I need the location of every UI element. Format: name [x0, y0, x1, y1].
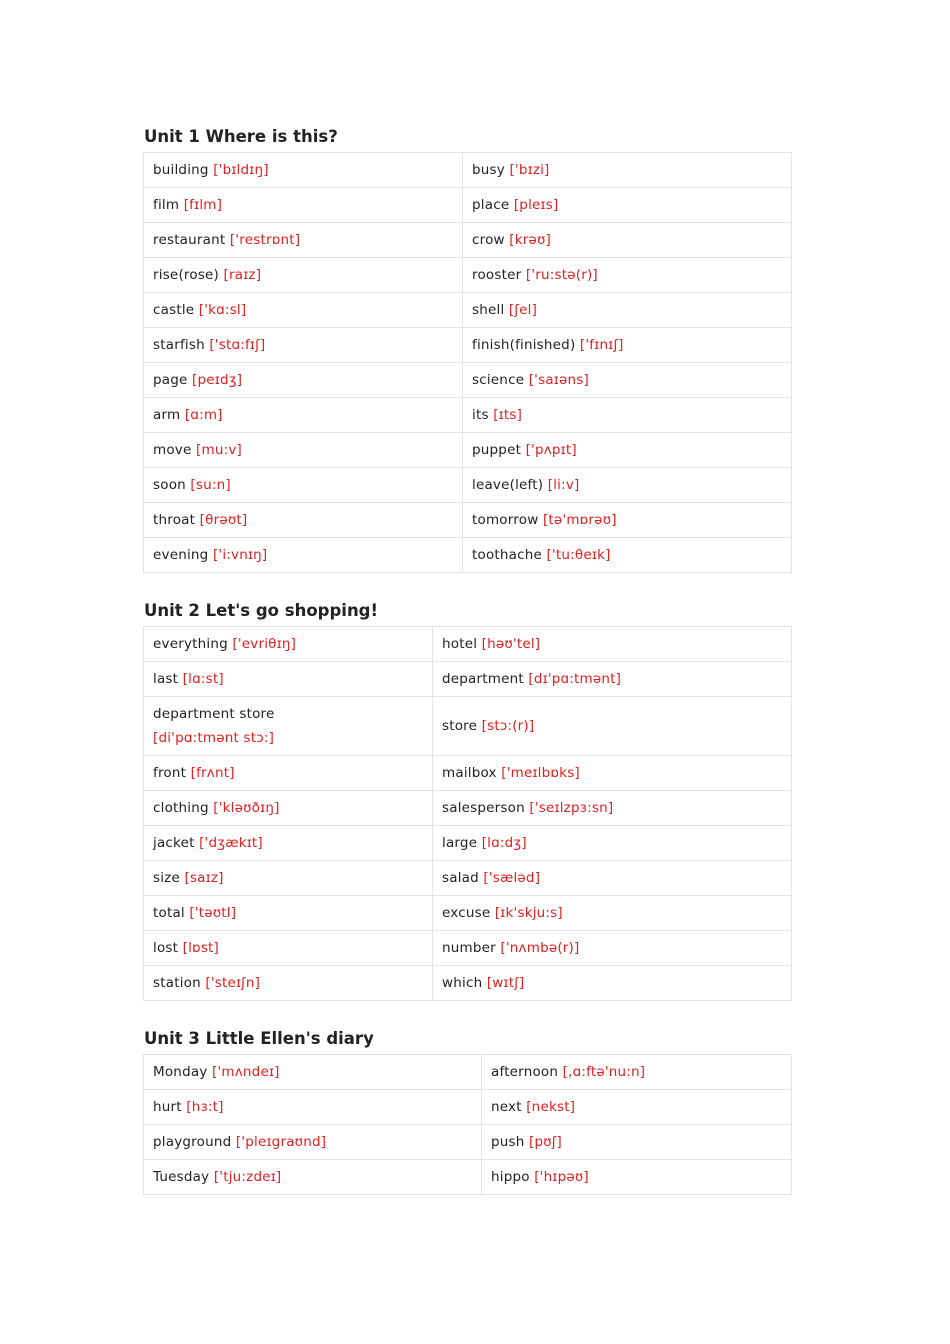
- vocab-phonetic: [stɔ:(r)]: [481, 718, 535, 734]
- vocab-phonetic: ['kləʊðɪŋ]: [213, 800, 280, 816]
- vocab-phonetic: ['restrɒnt]: [229, 232, 301, 248]
- vocab-phonetic: ['steɪʃn]: [205, 975, 261, 991]
- table-row: [144, 433, 792, 468]
- unit-title: Unit 1 Where is this?: [144, 127, 338, 146]
- vocab-phonetic: [pʊʃ]: [529, 1134, 562, 1150]
- vocab-phonetic: ['nʌmbə(r)]: [500, 940, 580, 956]
- vocab-phonetic: [nekst]: [526, 1099, 576, 1115]
- vocab-word: department store: [153, 706, 275, 722]
- vocab-cell: [144, 931, 433, 966]
- vocab-word: department: [442, 671, 524, 687]
- vocab-cell: [144, 433, 463, 468]
- vocab-cell: [463, 293, 792, 328]
- vocab-word: hurt: [153, 1099, 182, 1115]
- table-row: [144, 1125, 792, 1160]
- vocab-cell: [144, 1055, 482, 1090]
- vocab-word: its: [472, 407, 489, 423]
- vocab-phonetic: [dɪ'pɑ:tmənt]: [528, 671, 622, 687]
- unit-title: Unit 2 Let's go shopping!: [144, 601, 379, 620]
- vocab-cell: [144, 826, 433, 861]
- vocab-word: shell: [472, 302, 505, 318]
- vocab-cell: [433, 756, 792, 791]
- vocab-table: [143, 626, 792, 1001]
- vocab-word: castle: [153, 302, 195, 318]
- vocab-phonetic: ['evriθɪŋ]: [232, 636, 297, 652]
- vocab-phonetic: [fɪlm]: [183, 197, 223, 213]
- vocab-phonetic: ['pleɪgraʊnd]: [235, 1134, 327, 1150]
- vocab-phonetic: ['fɪnɪʃ]: [579, 337, 624, 353]
- vocab-word: station: [153, 975, 201, 991]
- vocab-cell: [144, 861, 433, 896]
- vocab-word: last: [153, 671, 179, 687]
- vocab-cell: [463, 503, 792, 538]
- vocab-cell: [433, 931, 792, 966]
- vocab-word: restaurant: [153, 232, 226, 248]
- table-row: [144, 931, 792, 966]
- vocab-word: salesperson: [442, 800, 525, 816]
- vocab-word: hippo: [491, 1169, 530, 1185]
- vocab-cell: [482, 1125, 792, 1160]
- vocab-word: clothing: [153, 800, 209, 816]
- vocab-cell: [144, 223, 463, 258]
- vocab-phonetic: ['hɪpəʊ]: [534, 1169, 589, 1185]
- vocab-phonetic: ['sæləd]: [483, 870, 541, 886]
- table-row: [144, 826, 792, 861]
- vocab-word: rooster: [472, 267, 522, 283]
- vocab-word: building: [153, 162, 209, 178]
- vocab-word: playground: [153, 1134, 232, 1150]
- vocab-word: soon: [153, 477, 186, 493]
- vocab-phonetic: ['dʒækɪt]: [199, 835, 263, 851]
- vocab-cell: [433, 966, 792, 1001]
- vocab-phonetic: [lɒst]: [182, 940, 220, 956]
- vocab-cell: [144, 1125, 482, 1160]
- vocab-phonetic: ['mʌndeɪ]: [212, 1064, 280, 1080]
- vocab-word: size: [153, 870, 180, 886]
- vocab-phonetic: [lɑ:st]: [182, 671, 224, 687]
- vocab-cell: [433, 826, 792, 861]
- vocab-word: number: [442, 940, 496, 956]
- vocab-phonetic: ['meɪlbɒks]: [501, 765, 580, 781]
- vocab-phonetic: [raɪz]: [223, 267, 262, 283]
- vocab-cell: [144, 188, 463, 223]
- vocab-cell: [144, 791, 433, 826]
- vocab-phonetic: ['stɑ:fɪʃ]: [209, 337, 266, 353]
- vocab-word: move: [153, 442, 192, 458]
- vocab-cell: [144, 328, 463, 363]
- vocab-cell: [144, 697, 433, 756]
- vocab-phonetic: ['pʌpɪt]: [525, 442, 577, 458]
- table-row: [144, 363, 792, 398]
- vocab-cell: [482, 1160, 792, 1195]
- vocab-cell: [144, 503, 463, 538]
- vocab-cell: [463, 258, 792, 293]
- vocab-word: lost: [153, 940, 179, 956]
- vocab-phonetic: [ɑ:m]: [184, 407, 223, 423]
- vocab-cell: [463, 223, 792, 258]
- vocab-word: busy: [472, 162, 505, 178]
- vocab-phonetic: [peɪdʒ]: [192, 372, 243, 388]
- table-row: [144, 328, 792, 363]
- vocab-cell: [144, 662, 433, 697]
- vocab-cell: [433, 791, 792, 826]
- vocab-word: tomorrow: [472, 512, 539, 528]
- vocab-cell: [482, 1090, 792, 1125]
- vocab-phonetic: [di'pɑ:tmənt stɔ:]: [153, 730, 275, 746]
- vocab-word: crow: [472, 232, 505, 248]
- vocab-word: afternoon: [491, 1064, 559, 1080]
- table-row: [144, 153, 792, 188]
- vocab-cell: [463, 398, 792, 433]
- vocab-cell: [433, 662, 792, 697]
- vocab-cell: [433, 896, 792, 931]
- vocab-cell: [144, 756, 433, 791]
- vocab-word: salad: [442, 870, 479, 886]
- table-row: [144, 1090, 792, 1125]
- vocab-cell: [144, 153, 463, 188]
- vocab-cell: [463, 153, 792, 188]
- vocab-word: large: [442, 835, 478, 851]
- table-row: [144, 293, 792, 328]
- vocab-cell: [463, 433, 792, 468]
- vocab-phonetic: ['bɪldɪŋ]: [213, 162, 269, 178]
- vocab-phonetic: [,ɑ:ftə'nu:n]: [562, 1064, 646, 1080]
- vocab-word: place: [472, 197, 510, 213]
- vocab-cell: [433, 861, 792, 896]
- unit-title: Unit 3 Little Ellen's diary: [144, 1029, 374, 1048]
- vocab-cell: [144, 468, 463, 503]
- vocab-word: which: [442, 975, 483, 991]
- vocab-word: evening: [153, 547, 209, 563]
- vocab-phonetic: ['saɪəns]: [528, 372, 589, 388]
- table-row: [144, 468, 792, 503]
- table-row: [144, 398, 792, 433]
- vocab-cell: [482, 1055, 792, 1090]
- vocab-phonetic: ['tu:θeɪk]: [546, 547, 611, 563]
- vocab-word: page: [153, 372, 188, 388]
- vocab-phonetic: ['təʊtl]: [189, 905, 237, 921]
- vocab-word: puppet: [472, 442, 522, 458]
- table-row: [144, 1055, 792, 1090]
- vocab-cell: [463, 363, 792, 398]
- vocab-cell: [144, 1160, 482, 1195]
- vocab-word: Monday: [153, 1064, 208, 1080]
- vocab-phonetic: ['seɪlzpɜ:sn]: [529, 800, 614, 816]
- vocab-phonetic: [hɜ:t]: [186, 1099, 224, 1115]
- table-row: [144, 258, 792, 293]
- vocab-phonetic: [tə'mɒrəʊ]: [542, 512, 617, 528]
- vocab-cell: [463, 188, 792, 223]
- vocab-phonetic: [saɪz]: [184, 870, 224, 886]
- vocab-cell: [433, 697, 792, 756]
- vocab-word: film: [153, 197, 180, 213]
- vocab-word: total: [153, 905, 185, 921]
- vocab-word: science: [472, 372, 525, 388]
- vocab-word: everything: [153, 636, 228, 652]
- unit-1: [143, 126, 792, 573]
- vocab-phonetic: [lɑ:dʒ]: [481, 835, 527, 851]
- vocab-phonetic: ['i:vnɪŋ]: [212, 547, 268, 563]
- table-row: [144, 791, 792, 826]
- vocab-phonetic: [su:n]: [190, 477, 231, 493]
- vocab-phonetic: ['ru:stə(r)]: [525, 267, 598, 283]
- vocab-cell: [433, 627, 792, 662]
- vocab-word: mailbox: [442, 765, 497, 781]
- vocab-word: jacket: [153, 835, 195, 851]
- vocab-cell: [463, 468, 792, 503]
- vocab-word: arm: [153, 407, 181, 423]
- vocab-phonetic: [frʌnt]: [190, 765, 235, 781]
- vocab-word: throat: [153, 512, 196, 528]
- vocab-table: [143, 1054, 792, 1195]
- unit-3: [143, 1028, 792, 1195]
- vocab-cell: [463, 538, 792, 573]
- vocab-phonetic: [ɪk'skju:s]: [494, 905, 563, 921]
- vocab-cell: [144, 398, 463, 433]
- vocab-word: leave(left): [472, 477, 544, 493]
- table-row: [144, 188, 792, 223]
- vocab-cell: [144, 538, 463, 573]
- table-row: [144, 223, 792, 258]
- vocab-word: front: [153, 765, 187, 781]
- vocab-cell: [144, 258, 463, 293]
- vocab-word: store: [442, 718, 478, 734]
- vocab-cell: [144, 293, 463, 328]
- vocab-word: excuse: [442, 905, 491, 921]
- vocab-cell: [144, 1090, 482, 1125]
- table-row: [144, 861, 792, 896]
- table-row: [144, 503, 792, 538]
- vocab-word: rise(rose): [153, 267, 220, 283]
- vocab-phonetic: [li:v]: [547, 477, 580, 493]
- table-row: [144, 697, 792, 756]
- unit-2: [143, 600, 792, 1001]
- table-row: [144, 1160, 792, 1195]
- vocab-cell: [144, 627, 433, 662]
- vocab-phonetic: ['kɑ:sl]: [198, 302, 247, 318]
- vocab-phonetic: [mu:v]: [196, 442, 242, 458]
- vocab-cell: [144, 363, 463, 398]
- vocab-phonetic: [həʊ'tel]: [481, 636, 541, 652]
- vocab-phonetic: [ɪts]: [493, 407, 523, 423]
- table-row: [144, 538, 792, 573]
- vocab-phonetic: [ʃel]: [508, 302, 538, 318]
- vocab-cell: [463, 328, 792, 363]
- vocab-phonetic: [wɪtʃ]: [486, 975, 525, 991]
- vocab-word: push: [491, 1134, 525, 1150]
- vocab-phonetic: [krəʊ]: [509, 232, 552, 248]
- vocab-word: toothache: [472, 547, 543, 563]
- vocab-table: [143, 152, 792, 573]
- vocab-phonetic: [pleɪs]: [513, 197, 559, 213]
- vocab-word: next: [491, 1099, 522, 1115]
- table-row: [144, 896, 792, 931]
- vocab-word: finish(finished): [472, 337, 576, 353]
- vocab-cell: [144, 966, 433, 1001]
- table-row: [144, 662, 792, 697]
- vocab-word: starfish: [153, 337, 205, 353]
- table-row: [144, 756, 792, 791]
- table-row: [144, 966, 792, 1001]
- vocab-phonetic: [θrəʊt]: [199, 512, 248, 528]
- vocab-word: Tuesday: [153, 1169, 210, 1185]
- vocab-phonetic: ['bɪzi]: [509, 162, 550, 178]
- table-row: [144, 627, 792, 662]
- vocab-cell: [144, 896, 433, 931]
- vocab-phonetic: ['tju:zdeɪ]: [213, 1169, 282, 1185]
- vocab-word: hotel: [442, 636, 478, 652]
